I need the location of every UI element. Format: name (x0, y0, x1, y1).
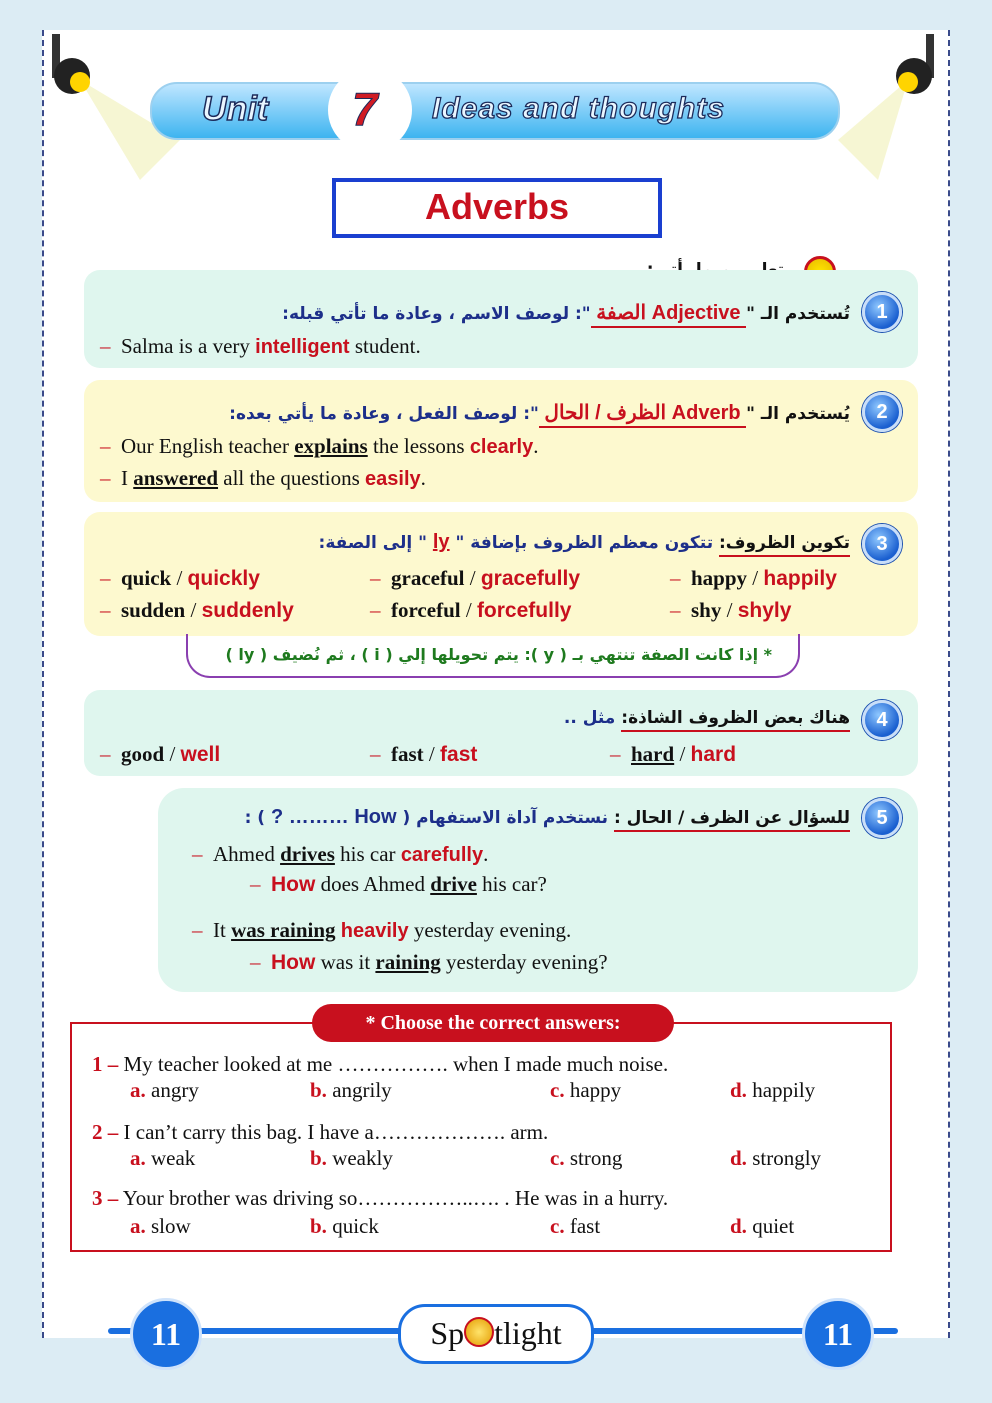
q2-option-a[interactable]: a. weak (130, 1146, 196, 1170)
rule-4-number: 4 (862, 700, 902, 740)
rule-3-number: 3 (862, 524, 902, 564)
q1-option-a[interactable]: a. angry (130, 1078, 199, 1102)
q3-option-a[interactable]: a. slow (130, 1214, 191, 1238)
pair-hard: – hard / hard (610, 742, 737, 766)
unit-title: Ideas and thoughts (432, 92, 726, 125)
rule-1-text: تُستخدم الـ " Adjective الصفة ": لوصف الاسم ، وعادة ما تأتي قبله: (282, 300, 850, 325)
page-number-right: 11 (802, 1298, 874, 1370)
rule-2-example-1: – Our English teacher explains the lessons clearly. (100, 434, 539, 458)
rule-5-example-1: – Ahmed drives his car carefully. (192, 842, 489, 866)
question-2: 2 – I can’t carry this bag. I have a………………. arm. (92, 1120, 549, 1144)
q2-option-c[interactable]: c. strong (550, 1146, 623, 1170)
rule-5-example-2: – It was raining heavily yesterday evening. (192, 918, 572, 942)
rule-1-example: – Salma is a very intelligent student. (100, 334, 421, 358)
pair-shy: – shy / shyly (670, 598, 792, 622)
spotlight-right-icon (838, 30, 948, 180)
q1-option-b[interactable]: b. angrily (310, 1078, 392, 1102)
pair-quick: – quick / quickly (100, 566, 260, 590)
pair-sudden: – sudden / suddenly (100, 598, 294, 622)
brand-sun-icon (464, 1317, 494, 1347)
q3-option-c[interactable]: c. fast (550, 1214, 601, 1238)
rule-5-question-2: – How was it raining yesterday evening? (250, 950, 608, 974)
rule-4-text: هناك بعض الظروف الشاذة: مثل .. (564, 708, 850, 728)
q2-option-b[interactable]: b. weakly (310, 1146, 393, 1170)
q3-option-b[interactable]: b. quick (310, 1214, 379, 1238)
pair-happy: – happy / happily (670, 566, 837, 590)
pair-fast: – fast / fast (370, 742, 478, 766)
q2-option-d[interactable]: d. strongly (730, 1146, 822, 1170)
rule-2-number: 2 (862, 392, 902, 432)
page-number-left: 11 (130, 1298, 202, 1370)
rule-2-example-2: – I answered all the questions easily. (100, 466, 426, 490)
rule-3-note: * إذا كانت الصفة تنتهي بـ ( y ): يتم تحويلها إلي ( i ) ، ثم نُضيف ( ly ) (225, 645, 772, 664)
rule-5-text: للسؤال عن الظرف / الحال : نستخدم آداة الاستفهام ( How ……… ? ) : (245, 806, 850, 829)
rule-2-text: يُستخدم الـ " Adverb الظرف / الحال ": لوصف الفعل ، وعادة ما يأتي بعده: (229, 400, 850, 425)
q3-option-d[interactable]: d. quiet (730, 1214, 795, 1238)
rule-5-number: 5 (862, 798, 902, 838)
question-1: 1 – My teacher looked at me ……………. when I made much noise. (92, 1052, 669, 1076)
q1-option-c[interactable]: c. happy (550, 1078, 622, 1102)
rule-3-text: تكوين الظروف: تتكون معظم الظروف بإضافة " ly " إلى الصفة: (319, 531, 850, 554)
exercise-heading: * Choose the correct answers: (312, 1004, 674, 1042)
page-title: Adverbs (424, 186, 570, 227)
pair-graceful: – graceful / gracefully (370, 566, 581, 590)
unit-number: 7 (352, 83, 378, 135)
q1-option-d[interactable]: d. happily (730, 1078, 816, 1102)
pair-good: – good / well (100, 742, 221, 766)
unit-label: Unit (202, 90, 269, 128)
pair-forceful: – forceful / forcefully (370, 598, 572, 622)
rule-1-number: 1 (862, 292, 902, 332)
rule-5-question-1: – How does Ahmed drive his car? (250, 872, 547, 896)
question-3: 3 – Your brother was driving so……………..…. . He was in a hurry. (92, 1186, 669, 1210)
brand-logo: Sp tlight (398, 1304, 594, 1364)
